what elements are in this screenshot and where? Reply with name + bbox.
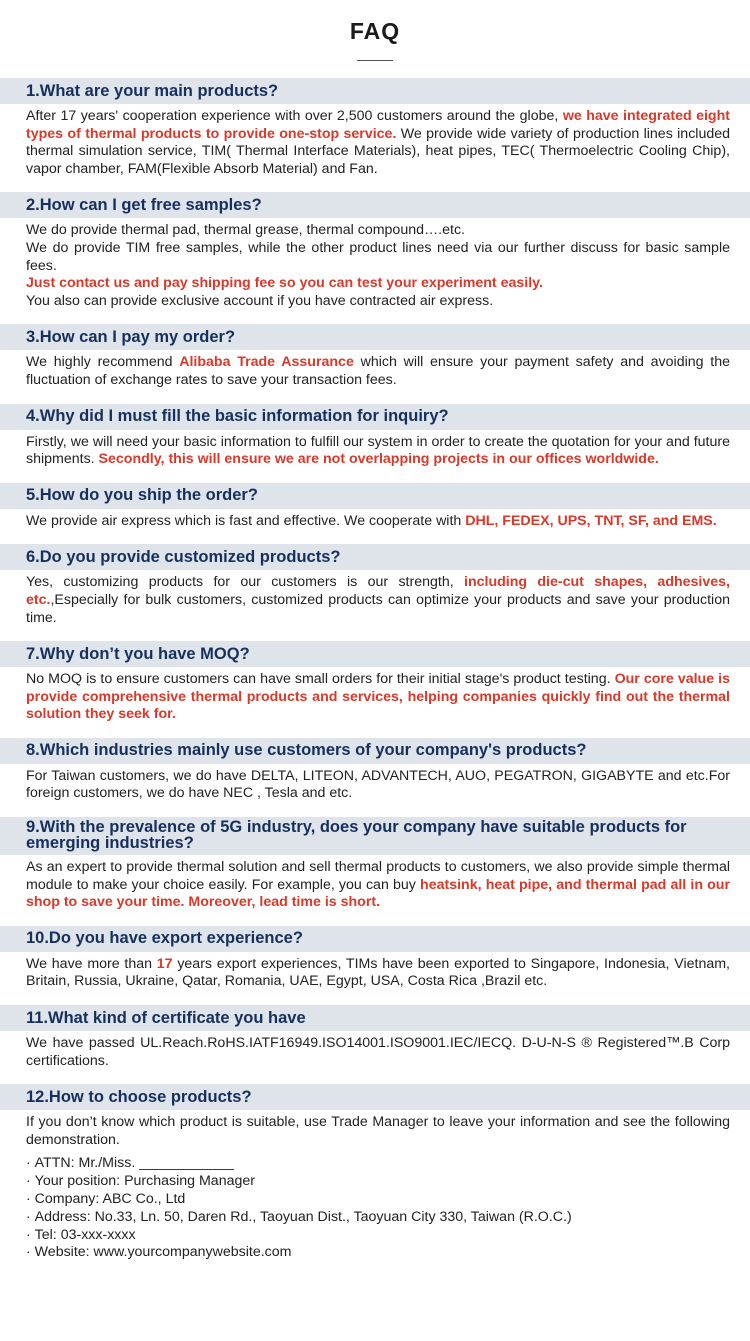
highlight-text: heatsink, heat pipe, and thermal pad all in our shop to save your time. Moreover, lead time is short. <box>26 876 730 911</box>
faq-item <box>0 404 750 483</box>
answer-text: For Taiwan customers, we do have DELTA, LITEON, ADVANTECH, AUO, PEGATRON, GIGABYTE and etc.For foreign customers, we do have NEC , Tesla and etc. <box>26 767 730 802</box>
contact-field: · Tel: 03-xxx-xxxx <box>26 1227 730 1245</box>
answer-text: As an expert to provide thermal solution and sell thermal products to customers, we also provide simple thermal module to make your choice easily. For example, you can buy <box>26 859 730 893</box>
faq-item <box>0 738 750 817</box>
faq-item <box>0 544 750 641</box>
faq-question: 3.How can I pay my order? <box>0 324 750 350</box>
faq-answer <box>0 1110 750 1149</box>
page-title: FAQ <box>349 18 401 44</box>
faq-question: 7.Why don’t you have MOQ? <box>0 641 750 667</box>
faq-question: 12.How to choose products? <box>0 1084 750 1110</box>
highlight-text: 17 <box>156 955 173 972</box>
faq-item <box>0 483 750 545</box>
highlight-text: Alibaba Trade Assurance <box>179 354 354 371</box>
highlight-text: Secondly, this will ensure we are not overlapping projects in our offices worldwide. <box>98 451 659 468</box>
answer-text: You also can provide exclusive account if you have contracted air express. <box>26 292 494 309</box>
title-divider <box>357 60 393 61</box>
contact-template-list <box>0 1149 750 1262</box>
faq-item <box>0 78 750 192</box>
faq-question: 9.With the prevalence of 5G industry, does your company have suitable products for emerging industries? <box>0 817 750 855</box>
contact-field: · Your position: Purchasing Manager <box>26 1173 730 1191</box>
answer-text: We do provide thermal pad, thermal grease, thermal compound….etc. <box>26 222 465 239</box>
highlight-text: Just contact us and pay shipping fee so you can test your experiment easily. <box>26 275 543 292</box>
answer-text: We highly recommend <box>26 354 180 371</box>
answer-text: We have more than <box>26 955 157 972</box>
faq-item <box>0 1084 750 1276</box>
faq-answer <box>0 350 750 389</box>
faq-item <box>0 926 750 1005</box>
highlight-text: including die-cut shapes, adhesives, etc. <box>26 574 730 608</box>
answer-text: years export experiences, TIMs have been exported to Singapore, Indonesia, Vietnam, Britain, Russia, Ukraine, Qatar, Romania, UAE, Egypt, USA, Costa Rica ,Brazil etc. <box>26 955 730 990</box>
answer-text: We provide air express which is fast and effective. We cooperate with <box>26 512 466 529</box>
highlight-text: DHL, FEDEX, UPS, TNT, SF, and EMS. <box>465 512 717 529</box>
faq-item <box>0 192 750 324</box>
answer-text: We have passed UL.Reach.RoHS.IATF16949.ISO14001.ISO9001.IEC/IECQ. D-U-N-S ® Registered™.B Corp certifications. <box>26 1035 730 1069</box>
faq-question: 5.How do you ship the order? <box>0 483 750 509</box>
faq-item <box>0 817 750 926</box>
faq-item <box>0 324 750 403</box>
faq-answer <box>0 1031 750 1070</box>
contact-field: · Address: No.33, Ln. 50, Daren Rd., Taoyuan Dist., Taoyuan City 330, Taiwan (R.O.C.) <box>26 1209 730 1227</box>
answer-text: If you don’t know which product is suitable, use Trade Manager to leave your information and see the following demonstration. <box>26 1114 730 1148</box>
highlight-text: Our core value is provide comprehensive thermal products and services, helping companies quickly find out the thermal solution they seek for. <box>26 671 730 723</box>
faq-question: 6.Do you provide customized products? <box>0 544 750 570</box>
faq-answer <box>0 509 750 531</box>
faq-item <box>0 1005 750 1084</box>
highlight-text: we have integrated eight types of thermal products to provide one-stop service. <box>26 108 730 142</box>
answer-text: Yes, customizing products for our customers is our strength, <box>26 574 464 591</box>
answer-text: We do provide TIM free samples, while the other product lines need via our further discuss for basic sample fees. <box>26 239 730 274</box>
contact-field: · ATTN: Mr./Miss. ____________ <box>26 1155 730 1173</box>
faq-answer <box>0 952 750 991</box>
faq-question: 10.Do you have export experience? <box>0 926 750 952</box>
faq-question: 1.What are your main products? <box>0 78 750 104</box>
faq-question: 8.Which industries mainly use customers of your company's products? <box>0 738 750 764</box>
faq-list <box>0 78 750 1276</box>
answer-text: Firstly, we will need your basic information to fulfill our system in order to create the quotation for your and future shipments. <box>26 433 730 468</box>
answer-text: which will ensure your payment safety and avoiding the fluctuation of exchange rates to save your transaction fees. <box>26 354 730 388</box>
answer-text: No MOQ is to ensure customers can have small orders for their initial stage's product testing. <box>26 671 615 688</box>
faq-answer <box>0 764 750 803</box>
answer-text: After 17 years' cooperation experience with over 2,500 customers around the globe, <box>26 108 563 124</box>
faq-answer <box>0 855 750 912</box>
faq-question: 2.How can I get free samples? <box>0 192 750 218</box>
contact-field: · Company: ABC Co., Ltd <box>26 1191 730 1209</box>
faq-answer <box>0 667 750 724</box>
faq-answer <box>0 218 750 310</box>
faq-answer <box>0 430 750 469</box>
faq-question: 4.Why did I must fill the basic information for inquiry? <box>0 404 750 430</box>
faq-question: 11.What kind of certificate you have <box>0 1005 750 1031</box>
faq-item <box>0 641 750 738</box>
answer-text: ,Especially for bulk customers, customized products can optimize your products and save your production time. <box>26 591 730 626</box>
answer-text: We provide wide variety of production lines included thermal simulation service, TIM( Thermal Interface Materials), heat pipes, TEC( Thermoelectric Cooling Chip), vapor chamber, FAM(Flexible Absorb Material) and Fan. <box>26 125 731 177</box>
contact-field: · Website: www.yourcompanywebsite.com <box>26 1244 730 1262</box>
faq-answer <box>0 570 750 627</box>
faq-answer <box>0 104 750 178</box>
